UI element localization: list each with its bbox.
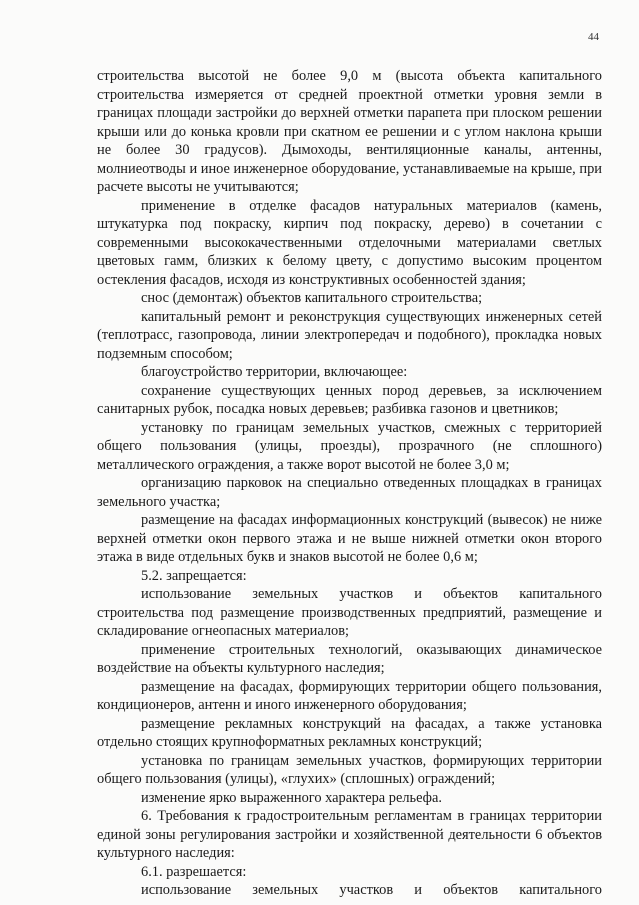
paragraph: организацию парковок на специально отведенных площадках в границах земельного участка; — [97, 475, 602, 510]
paragraph: размещение на фасадах, формирующих территории общего пользования, кондиционеров, антенн и иного инженерного оборудования; — [97, 678, 602, 713]
paragraph: применение в отделке фасадов натуральных материалов (камень, штукатурка под покраску, кирпич под покраску, дерево) в сочетании с современными высококачественными отделочными материалами светлых цветовых гамм, близких к белому цвету, с допустимо высоким процентом остекления фасадов, исходя из конструктивных особенностей здания; — [97, 197, 602, 288]
paragraph: установка по границам земельных участков, формирующих территории общего пользования (улицы), «глухих» (сплошных) ограждений; — [97, 752, 602, 787]
paragraph: строительства высотой не более 9,0 м (высота объекта капитального строительства измеряется от средней проектной отметки уровня земли в границах площади застройки до верхней отметки парапета при плоском решении крыши или до конька кровли при скатном ее решении и с углом наклона крыши не более 30 градусов). Дымоходы, вентиляционные каналы, антенны, молниеотводы и иное инженерное оборудование, устанавливаемые на крыше, при расчете высоты не учитываются; — [97, 68, 602, 195]
paragraph: снос (демонтаж) объектов капитального строительства; — [141, 290, 483, 306]
section-heading: 6.1. разрешается: — [141, 863, 247, 880]
paragraph: применение строительных технологий, оказывающих динамическое воздействие на объекты культурного наследия; — [97, 641, 602, 676]
paragraph: использование земельных участков и объектов капитального строительства под размещение производственных предприятий, размещение и складирование огнеопасных материалов; — [97, 586, 602, 639]
paragraph: капитальный ремонт и реконструкция существующих инженерных сетей (теплотрасс, газопровода, линии электропередач и подобного), прокладка новых подземным способом; — [97, 308, 602, 362]
page-number: 44 — [588, 31, 599, 43]
paragraph: изменение ярко выраженного характера рельефа. — [141, 789, 442, 806]
paragraph: размещение на фасадах информационных конструкций (вывесок) не ниже верхней отметки окон первого этажа и не выше нижней отметки окон второго этажа в виде отдельных букв и знаков высотой не более 0,6 м; — [97, 512, 602, 565]
paragraph: сохранение существующих ценных пород деревьев, за исключением санитарных рубок, посадка новых деревьев; разбивка газонов и цветников; — [97, 382, 602, 417]
section-heading: 5.2. запрещается: — [141, 567, 247, 584]
section-heading: 6. Требования к градостроительным регламентам в границах территории единой зоны регулирования застройки и хозяйственной деятельности 6 объектов культурного наследия: — [97, 808, 602, 861]
document-body — [97, 67, 602, 900]
paragraph: использование земельных участков и объектов капитального — [141, 882, 602, 898]
paragraph: размещение рекламных конструкций на фасадах, а также установка отдельно стоящих крупноформатных рекламных конструкций; — [97, 715, 602, 750]
paragraph: установку по границам земельных участков, смежных с территорией общего пользования (улицы, проезды), прозрачного (не сплошного) металлического ограждения, а также ворот высотой не более 3,0 м; — [97, 419, 602, 473]
paragraph: благоустройство территории, включающее: — [141, 364, 408, 380]
